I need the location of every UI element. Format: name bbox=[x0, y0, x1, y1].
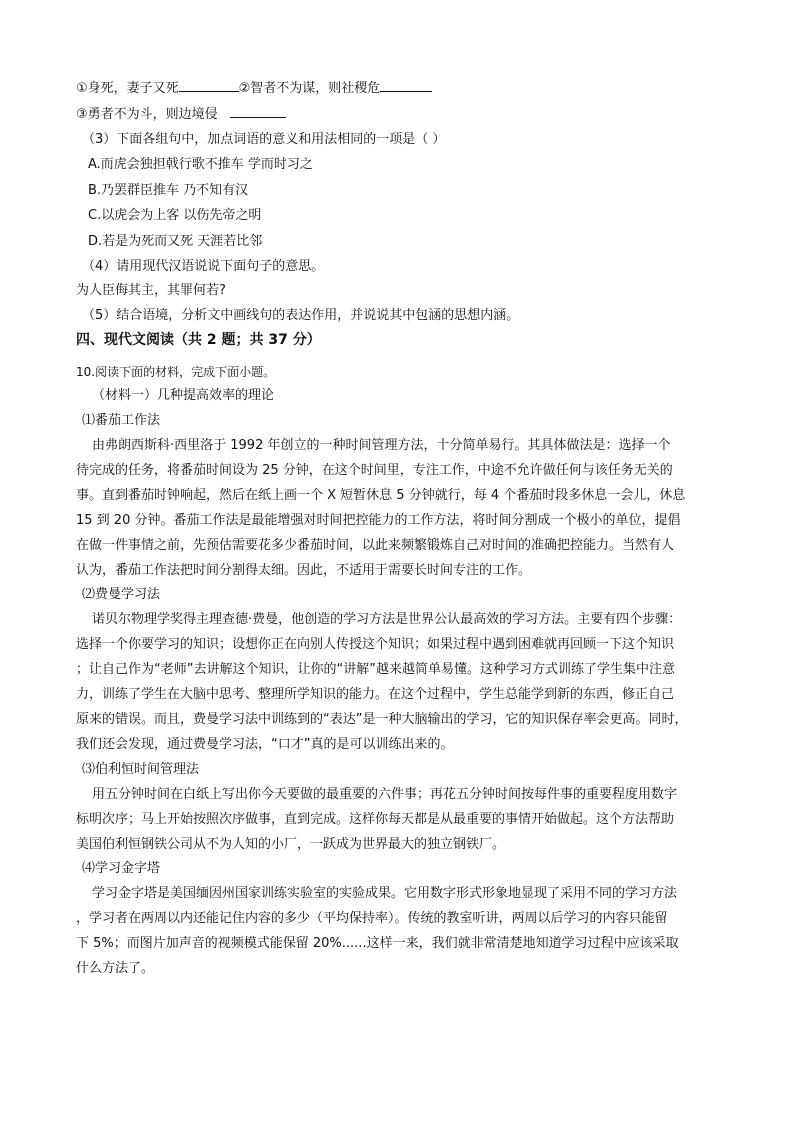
fill-blank-3-text: ③勇者不为斗，则边境侵 bbox=[76, 107, 218, 122]
method-4-line: ，学习者在两周以内还能记住内容的多少（平均保持率）。传统的教室听讲，两周以后学习的内容只能留 bbox=[76, 911, 668, 926]
method-1-line: 由弗朗西斯科·西里洛于 1992 年创立的一种时间管理方法，十分简单易行。其具体做法是：选择一个 bbox=[92, 438, 671, 453]
fill-blank-line-1 bbox=[76, 78, 726, 99]
method-4-line: 下 5%；而图片加声音的视频模式能保留 20%......这样一来，我们就非常清楚地知道学习过程中应该采取 bbox=[76, 936, 679, 951]
method-4-line: 什么方法了。 bbox=[76, 961, 155, 976]
answer-blank-2[interactable] bbox=[380, 78, 432, 92]
question-10-intro: 10.阅读下面的材料，完成下面小题。 bbox=[76, 365, 276, 379]
answer-blank-1[interactable] bbox=[179, 78, 239, 92]
question-3-option-b: B.乃罢群臣推车 乃不知有汉 bbox=[88, 183, 249, 198]
method-2-title: ⑵费曼学习法 bbox=[82, 587, 161, 602]
method-2-line: 选择一个你要学习的知识；设想你正在向别人传授这个知识；如果过程中遇到困难就再回顾一下这个知识 bbox=[76, 637, 675, 652]
method-2-line: 诺贝尔物理学奖得主理查德·费曼，他创造的学习方法是世界公认最高效的学习方法。主要有四个步骤： bbox=[92, 612, 682, 627]
fill-blank-2-text: ②智者不为谋，则社稷危 bbox=[238, 81, 381, 96]
question-3-option-c: C.以虎会为上客 以伤先帝之明 bbox=[88, 208, 262, 223]
section-4-heading: 四、现代文阅读（共 2 题；共 37 分） bbox=[76, 332, 321, 348]
method-3-line: 标明次序；马上开始按照次序做事，直到完成。这样你每天都是从最重要的事情开始做起。这个方法帮助 bbox=[76, 812, 675, 827]
method-3-title: ⑶伯利恒时间管理法 bbox=[82, 762, 200, 777]
method-1-line: 在做一件事情之前，先预估需要花多少番茄时间，以此来频繁锻炼自己对时间的准确把控能力。当然有人 bbox=[76, 538, 675, 553]
question-4-prompt: （4）请用现代汉语说说下面句子的意思。 bbox=[82, 259, 325, 274]
fill-blank-line-2 bbox=[76, 104, 726, 125]
method-1-line: 认为，番茄工作法把时间分割得太细。因此，不适用于需要长时间专注的工作。 bbox=[76, 563, 532, 578]
method-1-title: ⑴番茄工作法 bbox=[82, 413, 161, 428]
method-2-line: 我们还会发现，通过费曼学习法，“口才”真的是可以训练出来的。 bbox=[76, 737, 454, 752]
question-3-option-d: D.若是为死而又死 天涯若比邻 bbox=[88, 234, 263, 249]
method-1-line: 待完成的任务，将番茄时间设为 25 分钟，在这个时间里，专注工作，中途不允许做任何与该任务无关的 bbox=[76, 463, 673, 478]
method-3-line: 用五分钟时间在白纸上写出你今天要做的最重要的六件事；再花五分钟时间按每件事的重要程度用数字 bbox=[92, 787, 678, 802]
method-1-line: 事。直到番茄时钟响起，然后在纸上画一个 X 短暂休息 5 分钟就行，每 4 个番茄时段多休息一会儿，休息 bbox=[76, 488, 686, 503]
question-5-prompt: （5）结合语境，分析文中画线句的表达作用，并说说其中包涵的思想内涵。 bbox=[82, 308, 520, 323]
question-3-option-a: A.而虎会独担戟行歌不推车 学而时习之 bbox=[88, 157, 313, 172]
method-4-line: 学习金字塔是美国缅因州国家训练实验室的实验成果。它用数字形式形象地显现了采用不同的学习方法 bbox=[92, 886, 678, 901]
question-3-prompt: （3）下面各组句中，加点词语的意义和用法相同的一项是（ ） bbox=[82, 132, 446, 147]
method-3-line: 美国伯利恒钢铁公司从不为人知的小厂，一跃成为世界最大的独立钢铁厂。 bbox=[76, 837, 506, 852]
method-4-title: ⑷学习金字塔 bbox=[82, 861, 161, 876]
method-2-line: 原来的错误。而且，费曼学习法中训练到的“表达”是一种大脑输出的学习，它的知识保存率会更高。同时， bbox=[76, 712, 688, 727]
answer-blank-3[interactable] bbox=[230, 104, 286, 118]
question-4-sentence: 为人臣侮其主，其罪何若? bbox=[76, 283, 226, 298]
method-2-line: 力，训练了学生在大脑中思考、整理所学知识的能力。在这个过程中，学生总能学到新的东西，修正自己 bbox=[76, 687, 675, 702]
material-1-title: （材料一）几种提高效率的理论 bbox=[92, 388, 275, 403]
method-2-line: ；让自己作为“老师”去讲解这个知识，让你的“讲解”越来越简单易懂。这种学习方式训练了学生集中注意 bbox=[76, 662, 675, 677]
fill-blank-1-text: ①身死，妻子又死 bbox=[76, 81, 179, 96]
method-1-line: 15 到 20 分钟。番茄工作法是最能增强对时间把控能力的工作方法，将时间分割成一个极小的单位，提倡 bbox=[76, 513, 681, 528]
